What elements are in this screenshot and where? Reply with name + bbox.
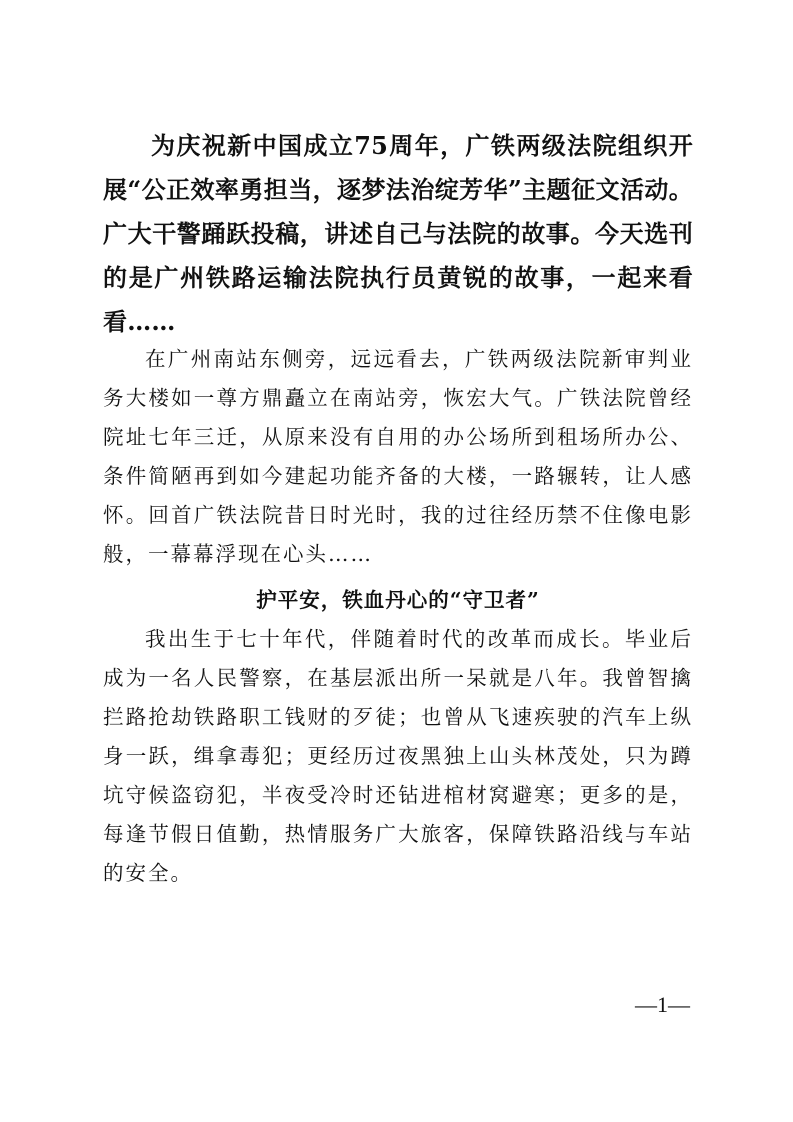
body-paragraph-1: 在广州南站东侧旁，远远看去，广铁两级法院新审判业务大楼如一尊方鼎矗立在南站旁，恢宏大气。广铁法院曾经院址七年三迁，从原来没有自用的办公场所到租场所办公、条件简陋再到如今建起功能齐备的大楼，一路辗转，让人感怀。回首广铁法院昔日时光时，我的过往经历禁不住像电影般，一幕幕浮现在心头…… <box>103 347 693 566</box>
body-paragraph-2: 我出生于七十年代，伴随着时代的改革而成长。毕业后成为一名人民警察，在基层派出所一呆就是八年。我曾智擒拦路抢劫铁路职工钱财的歹徒；也曾从飞速疾驶的汽车上纵身一跃，缉拿毒犯；更经历过夜黑独上山头林茂处，只为蹲坑守候盗窃犯，半夜受冷时还钻进棺材窝避寒；更多的是，每逢节假日值勤，热情服务广大旅客，保障铁路沿线与车站的安全。 <box>103 627 693 885</box>
intro-paragraph: 为庆祝新中国成立75周年，广铁两级法院组织开展“公正效率勇担当，逐梦法治绽芳华”主题征文活动。广大干警踊跃投稿，讲述自己与法院的故事。今天选刊的是广州铁路运输法院执行员黄锐的故事，一起来看看…… <box>103 131 693 336</box>
section-heading: 护平安，铁血丹心的“守卫者” <box>256 588 540 612</box>
page-number: —1— <box>635 992 690 1017</box>
